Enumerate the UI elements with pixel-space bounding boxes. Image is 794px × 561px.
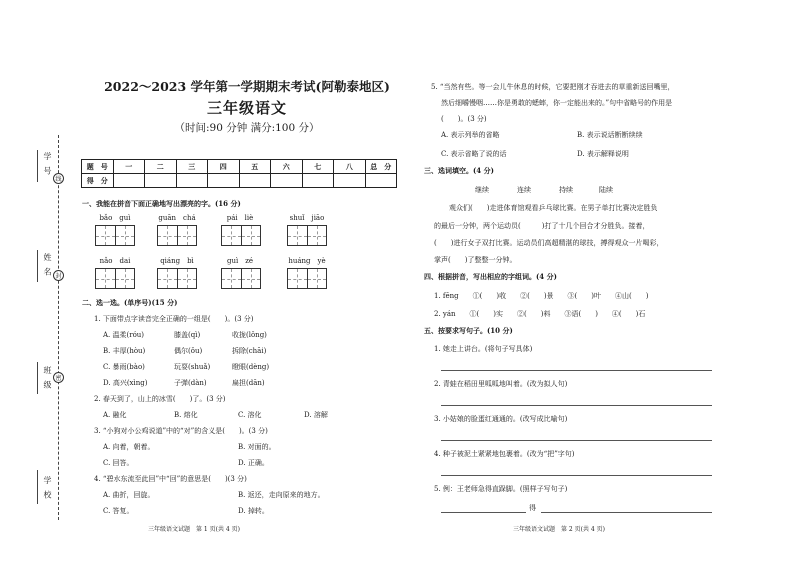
answer-line[interactable] bbox=[541, 512, 712, 513]
binding-line bbox=[58, 135, 59, 520]
option[interactable]: A. 曲折，回旋。 bbox=[103, 491, 155, 499]
option[interactable]: B. 返还，走向原来的地方。 bbox=[238, 491, 325, 499]
question-2-5: 5. “当然有些。等一会儿牛休息的时候，它要把刚才吞进去的草重新送回嘴里， bbox=[431, 83, 675, 91]
pinyin-label: pái liè bbox=[226, 214, 254, 222]
table-cell: 八 bbox=[334, 160, 366, 174]
option[interactable]: D. 掉转。 bbox=[238, 507, 269, 515]
option[interactable]: C. 暴雨(bào) bbox=[103, 363, 145, 371]
score-table-score-row bbox=[82, 174, 397, 188]
table-cell: 三 bbox=[176, 160, 208, 174]
pinyin-label: guì zé bbox=[226, 257, 254, 265]
option[interactable]: B. 对面的。 bbox=[238, 443, 276, 451]
sentence-question: 5. 例：王老师急得直跺脚。(照样子写句子) bbox=[434, 485, 568, 493]
option[interactable]: A. 融化 bbox=[103, 411, 127, 419]
student-id-field[interactable] bbox=[37, 150, 38, 182]
pinyin-label: bǎo guì bbox=[99, 214, 131, 222]
student-id-label: 学 号 bbox=[43, 152, 52, 177]
table-cell: 四 bbox=[208, 160, 240, 174]
score-cell[interactable] bbox=[302, 174, 334, 188]
fill-word: 得 bbox=[529, 504, 536, 512]
answer-line[interactable] bbox=[441, 370, 712, 371]
option: 拆除(chāi) bbox=[232, 347, 267, 355]
table-cell: 六 bbox=[271, 160, 303, 174]
option[interactable]: D. 表示解释说明 bbox=[577, 150, 629, 158]
option[interactable]: C. 溶化 bbox=[238, 411, 262, 419]
option[interactable]: D. 正确。 bbox=[238, 459, 269, 467]
option: 收拢(lǒng) bbox=[232, 331, 267, 339]
option: 瞪眼(dèng) bbox=[232, 363, 270, 371]
word-option: 持续 bbox=[559, 186, 573, 194]
writing-grid[interactable] bbox=[95, 268, 135, 289]
section4-row: 1. fēng ①( )收 ②( )景 ③( )叶 ④山( ) bbox=[434, 292, 649, 300]
name-field[interactable] bbox=[37, 250, 38, 282]
table-cell: 得 分 bbox=[82, 174, 114, 188]
name-label: 姓 名 bbox=[43, 253, 52, 278]
option: 扁担(dān) bbox=[232, 379, 265, 387]
section1-title: 一、我能在拼音下面正确地写出漂亮的字。(16 分) bbox=[82, 199, 241, 208]
writing-grid[interactable] bbox=[157, 268, 197, 289]
table-cell: 一 bbox=[113, 160, 145, 174]
class-field[interactable] bbox=[37, 362, 38, 394]
section3-paragraph: ( )进行女子双打比赛。运动员们高超精湛的球技，搏得观众一片喝彩， bbox=[434, 239, 664, 247]
page-footer-right: 三年级语文试题 第 2 页(共 4 页) bbox=[513, 526, 605, 533]
writing-grid[interactable] bbox=[287, 225, 327, 246]
section5-title: 五、按要求写句子。(10 分) bbox=[424, 326, 513, 335]
option[interactable]: C. 答复。 bbox=[103, 507, 134, 515]
page-footer-left: 三年级语文试题 第 1 页(共 4 页) bbox=[148, 526, 240, 533]
school-field[interactable] bbox=[37, 470, 38, 504]
sentence-question: 3. 小姑娘的脸蛋红通通的。(改写成比喻句) bbox=[434, 415, 568, 423]
option[interactable]: A. 温柔(róu) bbox=[103, 331, 145, 339]
option[interactable]: C. 回答。 bbox=[103, 459, 134, 467]
answer-line[interactable] bbox=[441, 512, 526, 513]
answer-line[interactable] bbox=[441, 405, 712, 406]
question-2-5-line3: ( )。(3 分) bbox=[441, 115, 487, 123]
seal-mark-secret: 密 bbox=[53, 372, 64, 383]
word-option: 连续 bbox=[517, 186, 531, 194]
sentence-question: 2. 青蛙在稻田里呱呱地叫着。(改为拟人句) bbox=[434, 380, 568, 388]
score-cell[interactable] bbox=[239, 174, 271, 188]
option: 膝盖(qì) bbox=[174, 331, 201, 339]
subject-title: 三年级语文 bbox=[206, 99, 287, 117]
option: 偶尔(ǒu) bbox=[174, 347, 203, 355]
score-table bbox=[81, 159, 397, 188]
exam-title: 2022～2023 学年第一学期期末考试(阿勒泰地区) bbox=[104, 79, 390, 94]
option[interactable]: C. 表示省略了说的话 bbox=[441, 150, 507, 158]
sentence-question: 4. 种子被泥土紧紧地包裹着。(改为“把”字句) bbox=[434, 450, 575, 458]
writing-grid[interactable] bbox=[287, 268, 327, 289]
score-cell[interactable] bbox=[208, 174, 240, 188]
writing-grid[interactable] bbox=[221, 268, 261, 289]
score-cell[interactable] bbox=[145, 174, 177, 188]
score-cell[interactable] bbox=[334, 174, 366, 188]
section3-paragraph: 的最后一分钟，两个运动员( )打了十几个回合才分胜负。接着， bbox=[434, 222, 650, 230]
writing-grid[interactable] bbox=[95, 225, 135, 246]
score-table-header-row bbox=[82, 160, 397, 174]
word-option: 继续 bbox=[475, 186, 489, 194]
pinyin-label: nǎo dai bbox=[99, 257, 131, 265]
option[interactable]: B. 丰厚(hòu) bbox=[103, 347, 146, 355]
option[interactable]: D. 溶解 bbox=[304, 411, 328, 419]
score-cell[interactable] bbox=[113, 174, 145, 188]
seal-mark-seal: 封 bbox=[53, 270, 64, 281]
pinyin-label: huáng yè bbox=[288, 257, 326, 265]
answer-line[interactable] bbox=[441, 475, 712, 476]
section3-paragraph: 观众们( )走进体育馆观看乒乓球比赛。在男子单打比赛决定胜负 bbox=[449, 204, 658, 212]
section3-paragraph: 掌声( )了整整一分钟。 bbox=[434, 256, 517, 264]
question-2-3: 3. “小狗对小公鸡说道”中的“对”的含义是( )。(3 分) bbox=[94, 427, 268, 435]
score-cell[interactable] bbox=[365, 174, 397, 188]
section4-row: 2. yán ①( )实 ②( )料 ③语( ) ④( )石 bbox=[434, 310, 646, 318]
seal-mark-line: 线 bbox=[53, 173, 64, 184]
question-2-5-line2: 然后细嚼慢咽……你是勇敢的蟋蟀，你一定能出来的。”句中省略号的作用是 bbox=[441, 99, 673, 107]
table-cell: 总 分 bbox=[365, 160, 397, 174]
section3-title: 三、选词填空。(4 分) bbox=[424, 166, 494, 175]
time-score: （时间:90 分钟 满分:100 分） bbox=[174, 122, 320, 134]
section2-title: 二、选一选。(单序号)(15 分) bbox=[82, 298, 178, 307]
pinyin-label: guān chá bbox=[158, 214, 196, 222]
score-cell[interactable] bbox=[271, 174, 303, 188]
option[interactable]: B. 熔化 bbox=[174, 411, 198, 419]
pinyin-label: qiáng bì bbox=[160, 257, 194, 265]
option[interactable]: D. 高兴(xìng) bbox=[103, 379, 148, 387]
table-cell: 二 bbox=[145, 160, 177, 174]
sentence-question: 1. 她走上讲台。(将句子写具体) bbox=[434, 345, 533, 353]
section4-title: 四、根据拼音，写出相应的字组词。(4 分) bbox=[424, 272, 557, 281]
option: 玩耍(shuǎ) bbox=[174, 363, 211, 371]
question-2-2: 2. 春天到了，山上的冰雪( )了。(3 分) bbox=[94, 395, 226, 403]
option: 子弹(dàn) bbox=[174, 379, 207, 387]
question-2-4: 4. “碧水东流至此回”中“回”的意思是( )(3 分) bbox=[94, 475, 247, 483]
word-option: 陆续 bbox=[599, 186, 613, 194]
table-cell: 五 bbox=[239, 160, 271, 174]
answer-line[interactable] bbox=[441, 440, 712, 441]
pinyin-label: shuǐ jiāo bbox=[289, 214, 325, 222]
table-cell: 题 号 bbox=[82, 160, 114, 174]
option[interactable]: B. 表示说话断断续续 bbox=[577, 131, 643, 139]
writing-grid[interactable] bbox=[157, 225, 197, 246]
score-cell[interactable] bbox=[176, 174, 208, 188]
option[interactable]: A. 表示列举的省略 bbox=[441, 131, 500, 139]
table-cell: 七 bbox=[302, 160, 334, 174]
school-label: 学 校 bbox=[43, 476, 52, 501]
question-2-1: 1. 下面带点字读音完全正确的一组是( )。(3 分) bbox=[94, 315, 254, 323]
option[interactable]: A. 向着，朝着。 bbox=[103, 443, 155, 451]
writing-grid[interactable] bbox=[221, 225, 261, 246]
class-label: 班 级 bbox=[43, 366, 52, 391]
